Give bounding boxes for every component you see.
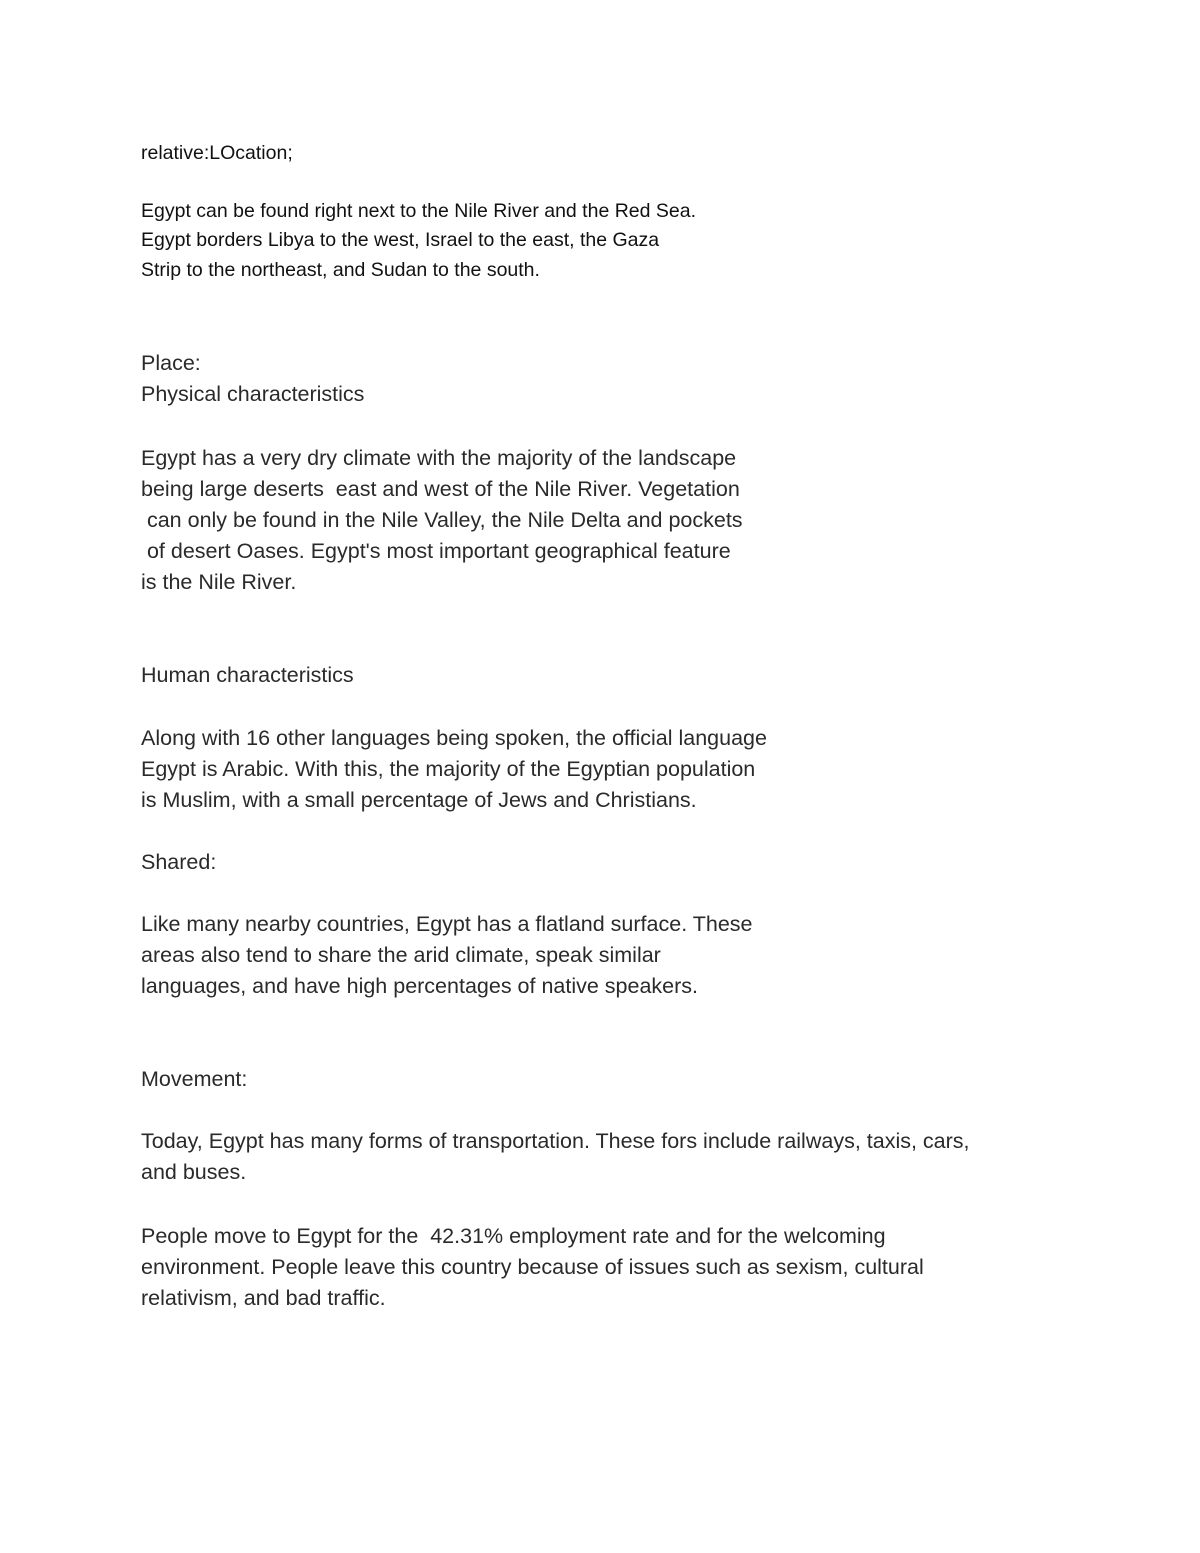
movement-heading: Movement: — [141, 1067, 248, 1091]
movement-migration-line: relativism, and bad traffic. — [141, 1286, 386, 1310]
relative-location-line: Egypt can be found right next to the Nile River and the Red Sea. — [141, 200, 697, 222]
shared-line: areas also tend to share the arid climate, speak similar — [141, 943, 661, 967]
relative-location-heading: relative:LOcation; — [141, 142, 293, 164]
human-characteristics-heading: Human characteristics — [141, 663, 354, 687]
human-characteristics-line: is Muslim, with a small percentage of Jews and Christians. — [141, 788, 697, 812]
movement-transport-line: and buses. — [141, 1160, 247, 1184]
human-characteristics-line: Egypt is Arabic. With this, the majority of the Egyptian population — [141, 757, 756, 781]
movement-migration-line: environment. People leave this country because of issues such as sexism, cultural — [141, 1255, 924, 1279]
physical-characteristics-line: of desert Oases. Egypt's most important geographical feature — [141, 539, 731, 563]
relative-location-line: Strip to the northeast, and Sudan to the south. — [141, 259, 540, 281]
physical-characteristics-line: Egypt has a very dry climate with the majority of the landscape — [141, 446, 737, 470]
shared-line: Like many nearby countries, Egypt has a flatland surface. These — [141, 912, 753, 936]
human-characteristics-line: Along with 16 other languages being spoken, the official language — [141, 726, 767, 750]
place-heading: Place: — [141, 351, 201, 375]
physical-characteristics-line: is the Nile River. — [141, 570, 297, 594]
shared-heading: Shared: — [141, 850, 217, 874]
movement-migration-line: People move to Egypt for the 42.31% employment rate and for the welcoming — [141, 1224, 886, 1248]
movement-transport-line: Today, Egypt has many forms of transportation. These fors include railways, taxis, cars, — [141, 1129, 970, 1153]
physical-characteristics-heading: Physical characteristics — [141, 382, 365, 406]
relative-location-line: Egypt borders Libya to the west, Israel to the east, the Gaza — [141, 229, 660, 251]
physical-characteristics-line: being large deserts east and west of the Nile River. Vegetation — [141, 477, 740, 501]
physical-characteristics-line: can only be found in the Nile Valley, the Nile Delta and pockets — [141, 508, 743, 532]
shared-line: languages, and have high percentages of native speakers. — [141, 974, 699, 998]
